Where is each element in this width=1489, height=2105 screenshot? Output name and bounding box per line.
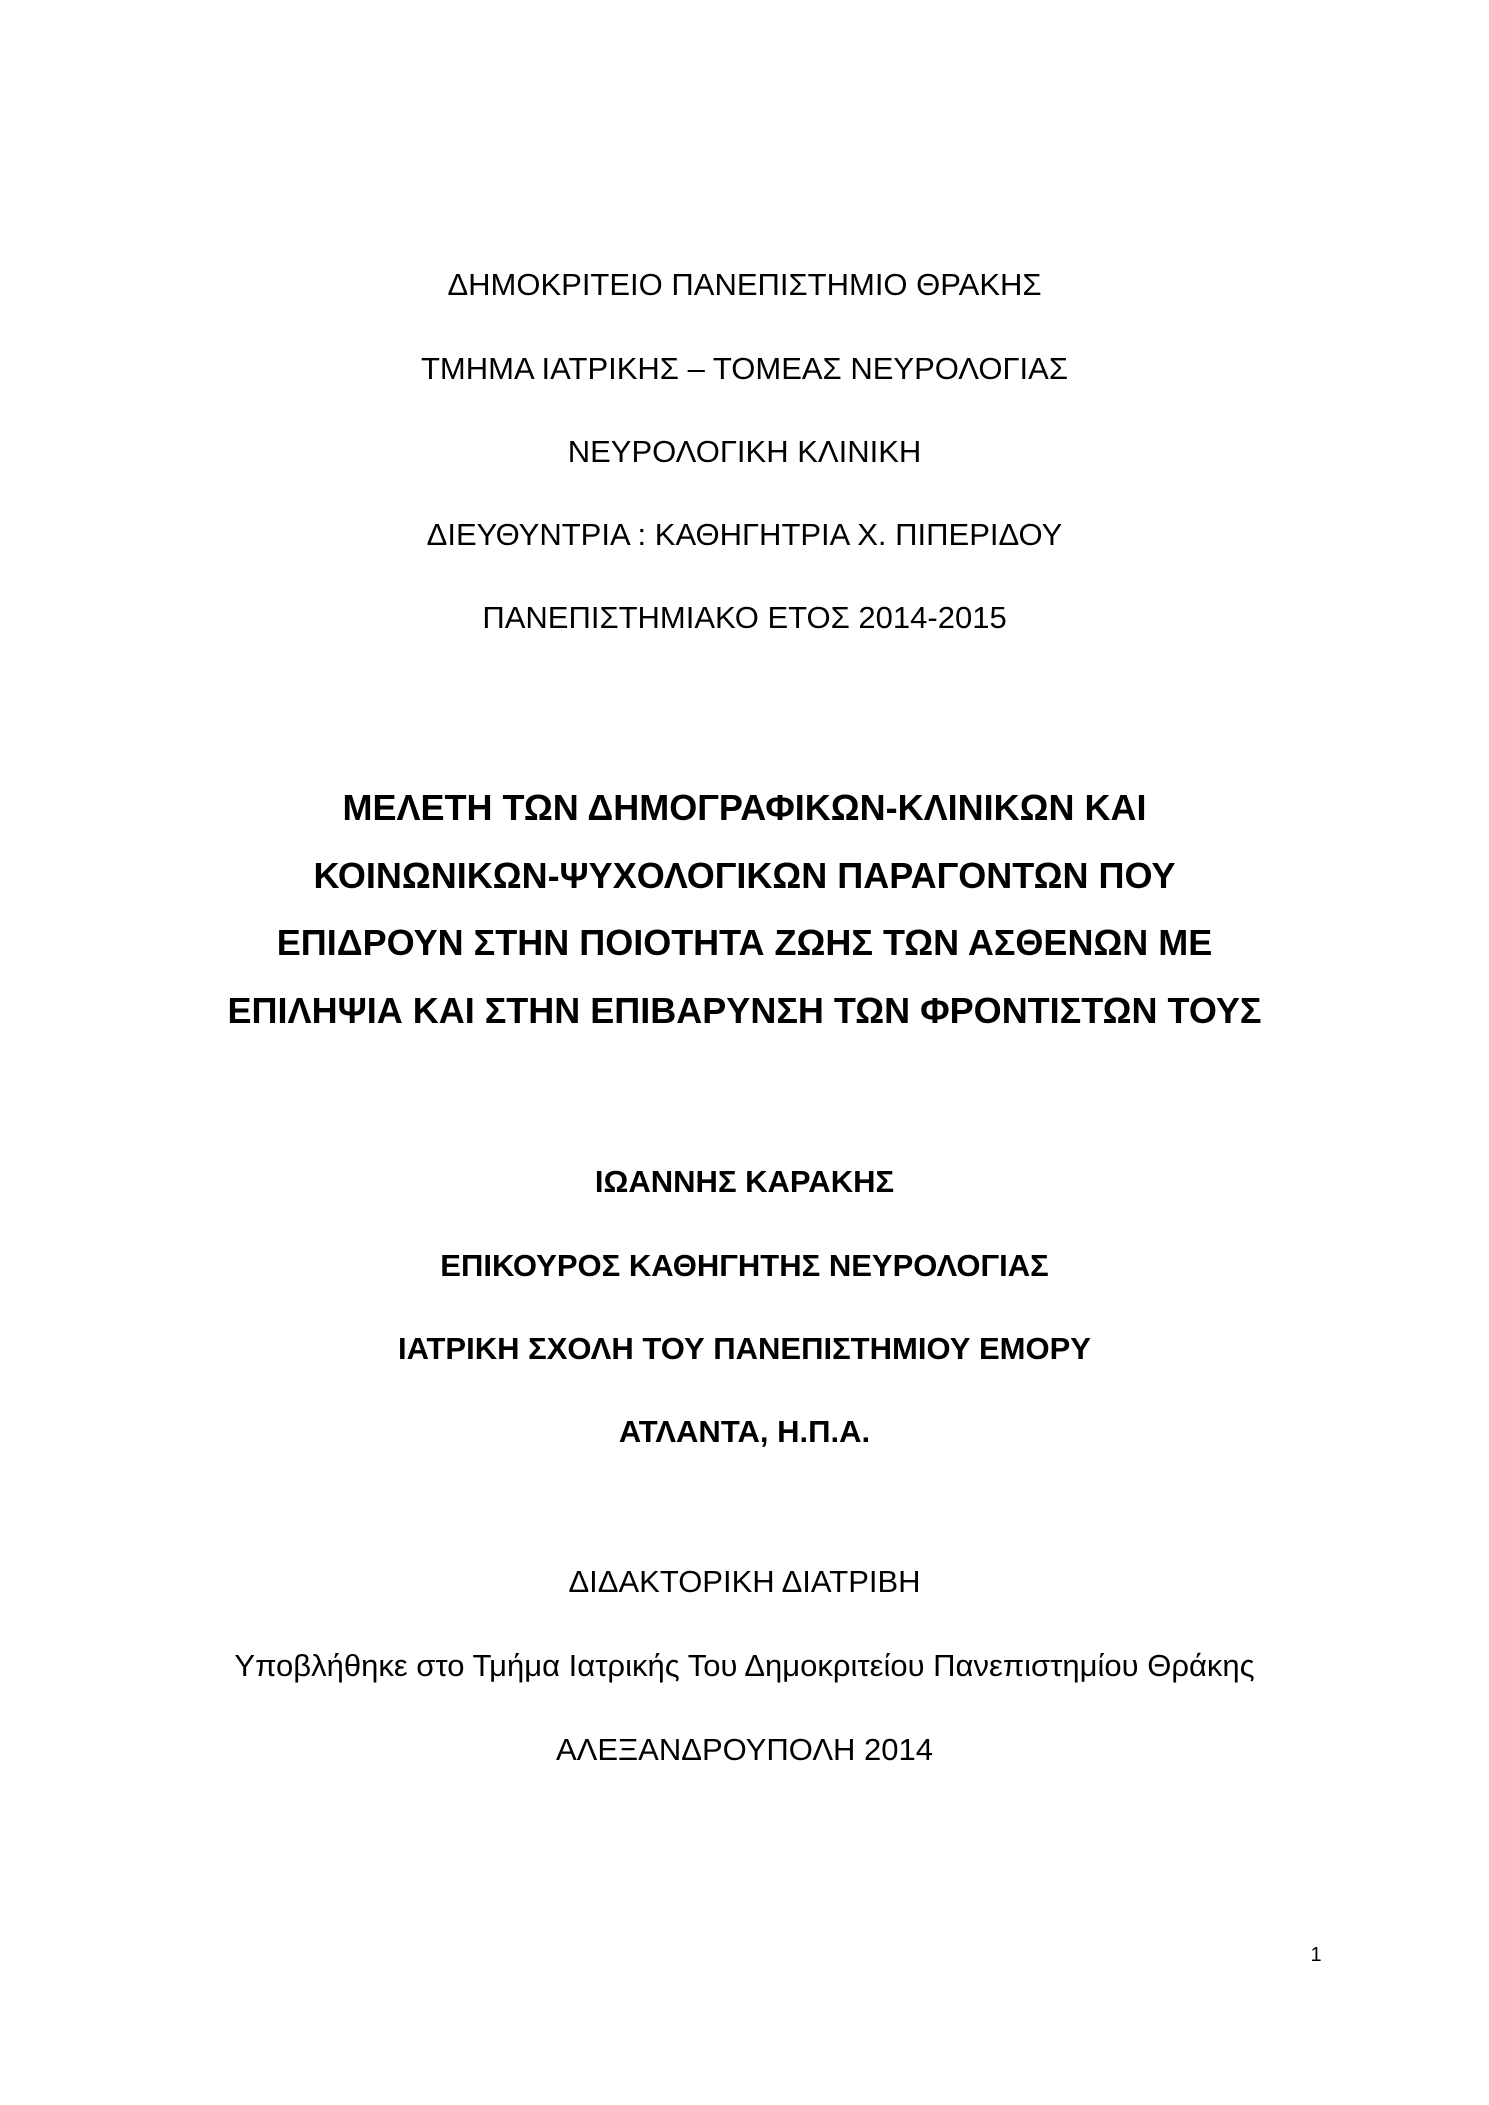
university-name: ΔΗΜΟΚΡΙΤΕΙΟ ΠΑΝΕΠΙΣΤΗΜΙΟ ΘΡΑΚΗΣ: [447, 267, 1042, 302]
thesis-title-line: ΕΠΙΔΡΟΥΝ ΣΤΗΝ ΠΟΙΟΤΗΤΑ ΖΩΗΣ ΤΩΝ ΑΣΘΕΝΩΝ ΜΕ: [276, 922, 1213, 963]
author-name: ΙΩΑΝΝΗΣ ΚΑΡΑΚΗΣ: [594, 1164, 895, 1199]
place-year: ΑΛΕΞΑΝΔΡΟΥΠΟΛΗ 2014: [555, 1732, 934, 1767]
academic-year: ΠΑΝΕΠΙΣΤΗΜΙΑΚΟ ΕΤΟΣ 2014-2015: [482, 600, 1007, 635]
submission-statement: Υποβλήθηκε στο Τμήμα Ιατρικής Του Δημοκριτείου Πανεπιστημίου Θράκης: [234, 1648, 1255, 1683]
thesis-title-line: ΚΟΙΝΩΝΙΚΩΝ-ΨΥΧΟΛΟΓΙΚΩΝ ΠΑΡΑΓΟΝΤΩΝ ΠΟΥ: [313, 855, 1176, 896]
director-line: ΔΙΕΥΘΥΝΤΡΙΑ : ΚΑΘΗΓΗΤΡΙΑ Χ. ΠΙΠΕΡΙΔΟΥ: [426, 517, 1063, 552]
page-number: 1: [1310, 1944, 1322, 1966]
thesis-title-line: ΜΕΛΕΤΗ ΤΩΝ ΔΗΜΟΓΡΑΦΙΚΩΝ-ΚΛΙΝΙΚΩΝ ΚΑΙ: [342, 787, 1147, 828]
document-type: ΔΙΔΑΚΤΟΡΙΚΗ ΔΙΑΤΡΙΒΗ: [568, 1564, 921, 1599]
author-location: ΑΤΛΑΝΤΑ, Η.Π.Α.: [618, 1414, 871, 1449]
clinic-name: ΝΕΥΡΟΛΟΓΙΚΗ ΚΛΙΝΙΚΗ: [567, 434, 922, 469]
department-name: ΤΜΗΜΑ ΙΑΤΡΙΚΗΣ – ΤΟΜΕΑΣ ΝΕΥΡΟΛΟΓΙΑΣ: [420, 351, 1068, 386]
author-position: ΕΠΙΚΟΥΡΟΣ ΚΑΘΗΓΗΤΗΣ ΝΕΥΡΟΛΟΓΙΑΣ: [440, 1248, 1049, 1283]
author-school: ΙΑΤΡΙΚΗ ΣΧΟΛΗ ΤΟΥ ΠΑΝΕΠΙΣΤΗΜΙΟΥ ΕΜΟΡΥ: [398, 1331, 1091, 1366]
thesis-title-line: ΕΠΙΛΗΨΙΑ ΚΑΙ ΣΤΗΝ ΕΠΙΒΑΡΥΝΣΗ ΤΩΝ ΦΡΟΝΤΙΣΤΩΝ ΤΟΥΣ: [227, 990, 1262, 1031]
